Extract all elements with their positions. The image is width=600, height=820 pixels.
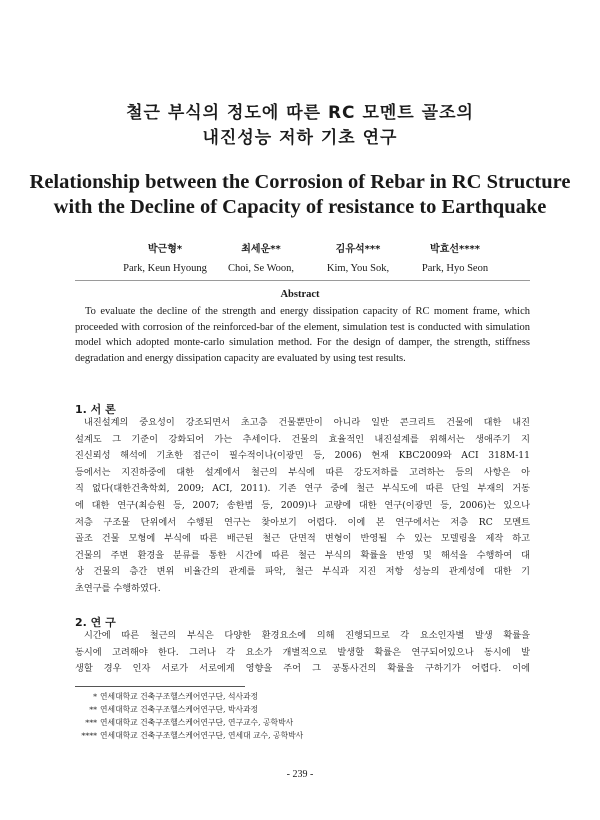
author-2-english-name: Choi, Se Woon,	[227, 263, 295, 274]
section-1-heading: 1. 서 론	[75, 403, 116, 416]
section-2-body	[75, 628, 530, 678]
abstract-line: proceeded with corrosion of the reinforced-bar of the element, simulation test is conducted with simulation	[75, 321, 530, 333]
footnotes	[75, 690, 475, 742]
body-line: 건물의 주변 환경을 분류를 통한 시간에 따른 철근 부식의 확률을 반영 및 해석을 수행하여 대	[75, 549, 530, 561]
body-line: 동시에 고려해야 한다. 그러나 각 요소가 개별적으로 발생할 확률은 연구되어있으나 동시에 발	[75, 646, 530, 658]
footnote-1: * 연세대학교 건축구조헬스케어연구단, 석사과정	[93, 692, 259, 701]
body-line: 등에서는 지진하중에 대한 설계에서 철근의 부식에 따른 강도저하를 고려하는 등의 사항은 아	[75, 466, 530, 478]
footnote-2: ** 연세대학교 건축구조헬스케어연구단, 박사과정	[89, 705, 259, 714]
body-line: 에 대한 연구(최승원 등, 2007; 송한범 등, 2009)나 교량에 대한 연구(이광민 등, 2006)는 있으나	[75, 499, 530, 511]
body-line: 직 없다(대한건축학회, 2009; ACI, 2011). 기존 연구 중에 철근 부식도에 따른 단일 부재의 거동	[75, 483, 530, 495]
body-line: 설계도 그 기준이 강화되어 가는 추세이다. 건물의 효율적인 내진설계를 위해서는 생애주기 지	[75, 433, 530, 445]
abstract-body	[75, 304, 530, 366]
abstract-heading: Abstract	[280, 289, 320, 300]
body-line: 시간에 따른 철근의 부식은 다양한 환경요소에 의해 진행되므로 각 요소인자별 발생 확률을	[84, 630, 530, 641]
body-line: 내진설계의 중요성이 강조되면서 초고층 건물뿐만이 아니라 일반 콘크리트 건물에 대한 내진	[84, 417, 530, 428]
author-3-korean-name: 김유석***	[335, 244, 381, 255]
body-line: 생할 경우 인자 서로가 서로에게 영향을 주어 그 공통사건의 확률을 구하기가 어렵다. 이에	[75, 663, 530, 675]
footnote-divider	[75, 686, 245, 687]
english-title-line-2: with the Decline of Capacity of resistance to Earthquake	[53, 196, 547, 218]
author-3-english-name: Kim, You Sok,	[326, 263, 390, 274]
page-number: - 239 -	[286, 769, 314, 780]
abstract-line: model which adopted monte-carlo simulation method. For the design of damper, the strength, stiffness	[75, 337, 530, 348]
author-4-english-name: Park, Hyo Seon	[421, 263, 489, 274]
abstract-line: degradation and energy dissipation capacity are evaluated by using test results.	[75, 352, 406, 364]
body-line: 저층 구조물 단위에서 수행된 연구는 찾아보기 어렵다. 이에 본 연구에서는 저층 RC 모멘트	[75, 516, 530, 528]
author-1-english-name: Park, Keun Hyoung	[123, 263, 207, 274]
author-divider	[75, 280, 530, 281]
author-4-korean-name: 박효선****	[430, 244, 480, 255]
section-2-heading: 2. 연 구	[75, 616, 116, 629]
body-line: 상 건물의 층간 변위 비율간의 관계를 파악, 철근 부식과 지진 저항 성능의 관계성에 대한 기	[75, 566, 530, 578]
author-4	[395, 240, 515, 274]
english-title-line-1: Relationship between the Corrosion of Rebar in RC Structure	[29, 171, 571, 193]
korean-title-line-2: 내진성능 저하 기초 연구	[202, 128, 398, 148]
body-line: 초연구를 수행하였다.	[75, 582, 161, 594]
author-1-korean-name: 박근형*	[147, 244, 183, 255]
footnote-4: **** 연세대학교 건축구조헬스케어연구단, 연세대 교수, 공학박사	[81, 731, 304, 740]
body-line: 진신뢰성 해석에 기초한 접근이 필수적이나(이광민 등, 2006) 현재 KBC2009와 ACI 318M-11	[75, 450, 530, 462]
footnote-3: *** 연세대학교 건축구조헬스케어연구단, 연구교수, 공학박사	[85, 718, 294, 727]
body-line: 골조 건물 모형에 부식에 따른 배근된 철근 단면적 변형이 반영될 수 있는 모델링을 제작 하고	[75, 533, 530, 545]
abstract-line: To evaluate the decline of the strength and energy dissipation capacity of RC moment frame, which	[85, 306, 530, 317]
section-1-body	[75, 415, 530, 598]
author-2-korean-name: 최세운**	[241, 244, 281, 255]
korean-title-line-1: 철근 부식의 정도에 따른 RC 모멘트 골조의	[126, 103, 474, 123]
